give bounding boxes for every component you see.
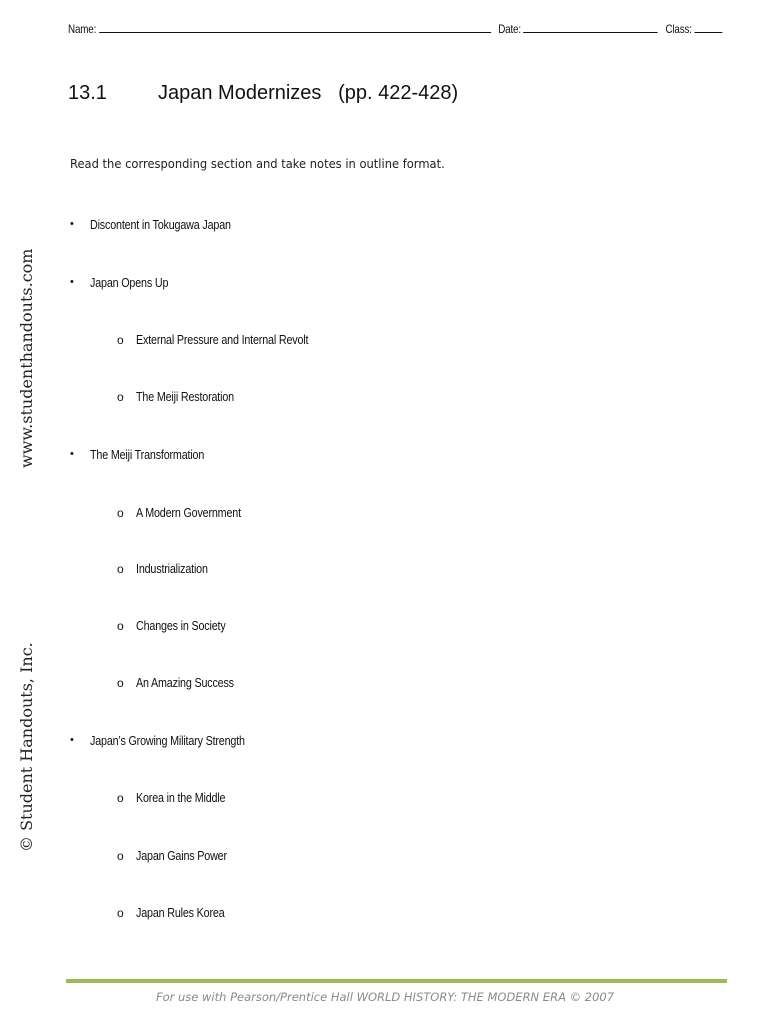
circle-bullet-icon: o — [117, 906, 124, 920]
outline-subitem-label: Japan Gains Power — [136, 849, 227, 863]
outline-subitem-label: Korea in the Middle — [136, 791, 226, 805]
footer-text: For use with Pearson/Prentice Hall WORLD HISTORY: THE MODERN ERA © 2007 — [155, 990, 615, 1004]
outline-subitem-label: An Amazing Success — [136, 676, 234, 690]
outline-subitem-label: External Pressure and Internal Revolt — [136, 333, 309, 347]
section-number: 13.1 — [68, 82, 107, 104]
class-label: Class: — [665, 22, 692, 36]
name-label: Name: — [68, 22, 97, 36]
circle-bullet-icon: o — [117, 791, 124, 805]
header-fields — [68, 20, 692, 38]
bullet-icon: • — [70, 218, 74, 230]
website-side-text: www.studenthandouts.com — [17, 248, 36, 468]
instructions-text: Read the corresponding section and take notes in outline format. — [70, 156, 445, 171]
outline-item-label: Discontent in Tokugawa Japan — [90, 218, 231, 232]
circle-bullet-icon: o — [117, 390, 124, 404]
outline-item-label: The Meiji Transformation — [90, 448, 205, 462]
outline-item-label: Japan’s Growing Military Strength — [90, 734, 245, 748]
footer-divider — [66, 979, 727, 983]
bullet-icon: • — [70, 276, 74, 288]
outline-subitem-label: Changes in Society — [136, 619, 226, 633]
class-field[interactable] — [694, 20, 722, 33]
outline-subitem-label: The Meiji Restoration — [136, 390, 234, 404]
outline-subitem-label: A Modern Government — [136, 506, 241, 520]
date-field[interactable] — [523, 20, 657, 33]
outline-item-label: Japan Opens Up — [90, 276, 169, 290]
name-field[interactable] — [99, 20, 491, 33]
circle-bullet-icon: o — [117, 333, 124, 347]
bullet-icon: • — [70, 734, 74, 746]
section-title: Japan Modernizes (pp. 422-428) — [158, 82, 459, 104]
circle-bullet-icon: o — [117, 562, 124, 576]
outline-subitem-label: Industrialization — [136, 562, 208, 576]
outline-subitem-label: Japan Rules Korea — [136, 906, 225, 920]
circle-bullet-icon: o — [117, 506, 124, 520]
copyright-side-text: © Student Handouts, Inc. — [17, 642, 36, 852]
circle-bullet-icon: o — [117, 849, 124, 863]
circle-bullet-icon: o — [117, 676, 124, 690]
circle-bullet-icon: o — [117, 619, 124, 633]
bullet-icon: • — [70, 448, 74, 460]
date-label: Date: — [498, 22, 521, 36]
